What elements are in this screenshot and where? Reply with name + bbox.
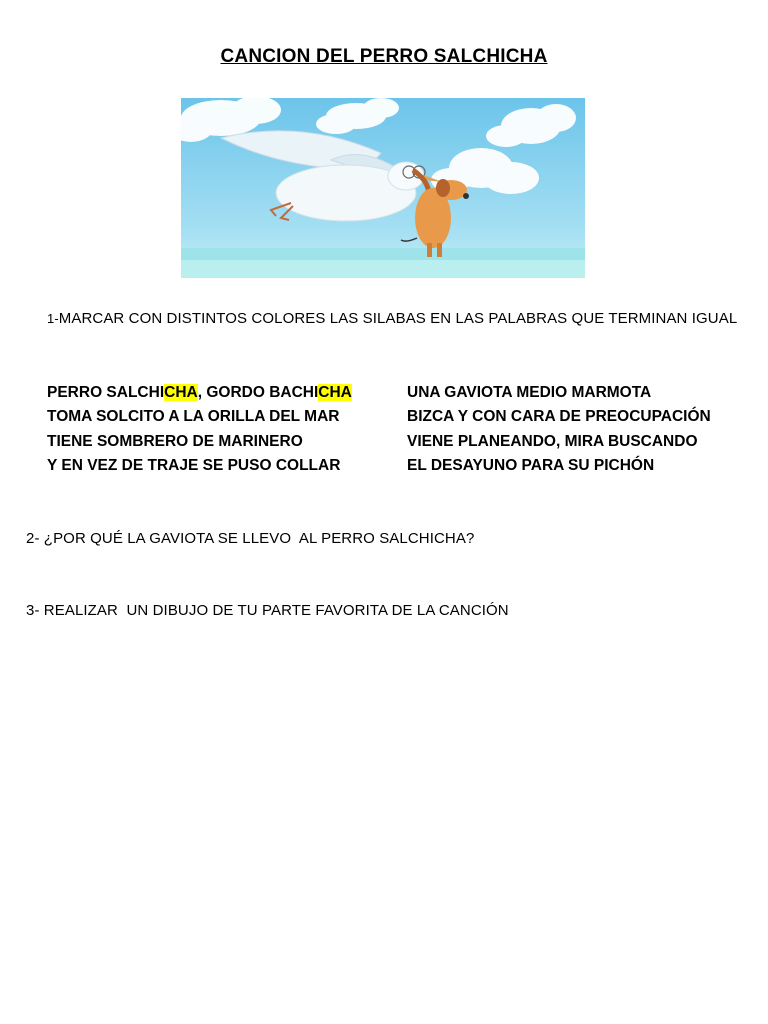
poem-right-column <box>407 381 711 478</box>
page-title: CANCION DEL PERRO SALCHICHA <box>220 46 548 67</box>
question-2: 2- ¿POR QUÉ LA GAVIOTA SE LLEVO AL PERRO SALCHICHA? <box>26 530 475 547</box>
poem-line-part: PERRO SALCHI <box>47 384 165 401</box>
poem-line: TOMA SOLCITO A LA ORILLA DEL MAR <box>47 408 340 426</box>
poem-left-column <box>47 381 352 478</box>
instruction-1-number: 1- <box>47 311 59 326</box>
poem-line: BIZCA Y CON CARA DE PREOCUPACIÓN <box>407 408 711 426</box>
highlighted-syllable: CHA <box>318 384 352 401</box>
instruction-1-text: MARCAR CON DISTINTOS COLORES LAS SILABAS EN LAS PALABRAS QUE TERMINAN IGUAL <box>58 310 738 327</box>
seagull-dog-illustration <box>181 98 585 278</box>
highlighted-syllable: CHA <box>164 384 198 401</box>
poem-line <box>47 381 352 405</box>
instruction-1 <box>47 310 737 327</box>
poem-line: Y EN VEZ DE TRAJE SE PUSO COLLAR <box>47 456 341 474</box>
poem-line: TIENE SOMBRERO DE MARINERO <box>47 432 303 450</box>
poem-line: VIENE PLANEANDO, MIRA BUSCANDO <box>407 432 698 450</box>
poem-line-part: , GORDO BACHI <box>197 384 319 401</box>
poem-line: UNA GAVIOTA MEDIO MARMOTA <box>407 384 652 401</box>
question-3: 3- REALIZAR UN DIBUJO DE TU PARTE FAVORITA DE LA CANCIÓN <box>26 602 509 619</box>
poem-line: EL DESAYUNO PARA SU PICHÓN <box>407 456 655 474</box>
